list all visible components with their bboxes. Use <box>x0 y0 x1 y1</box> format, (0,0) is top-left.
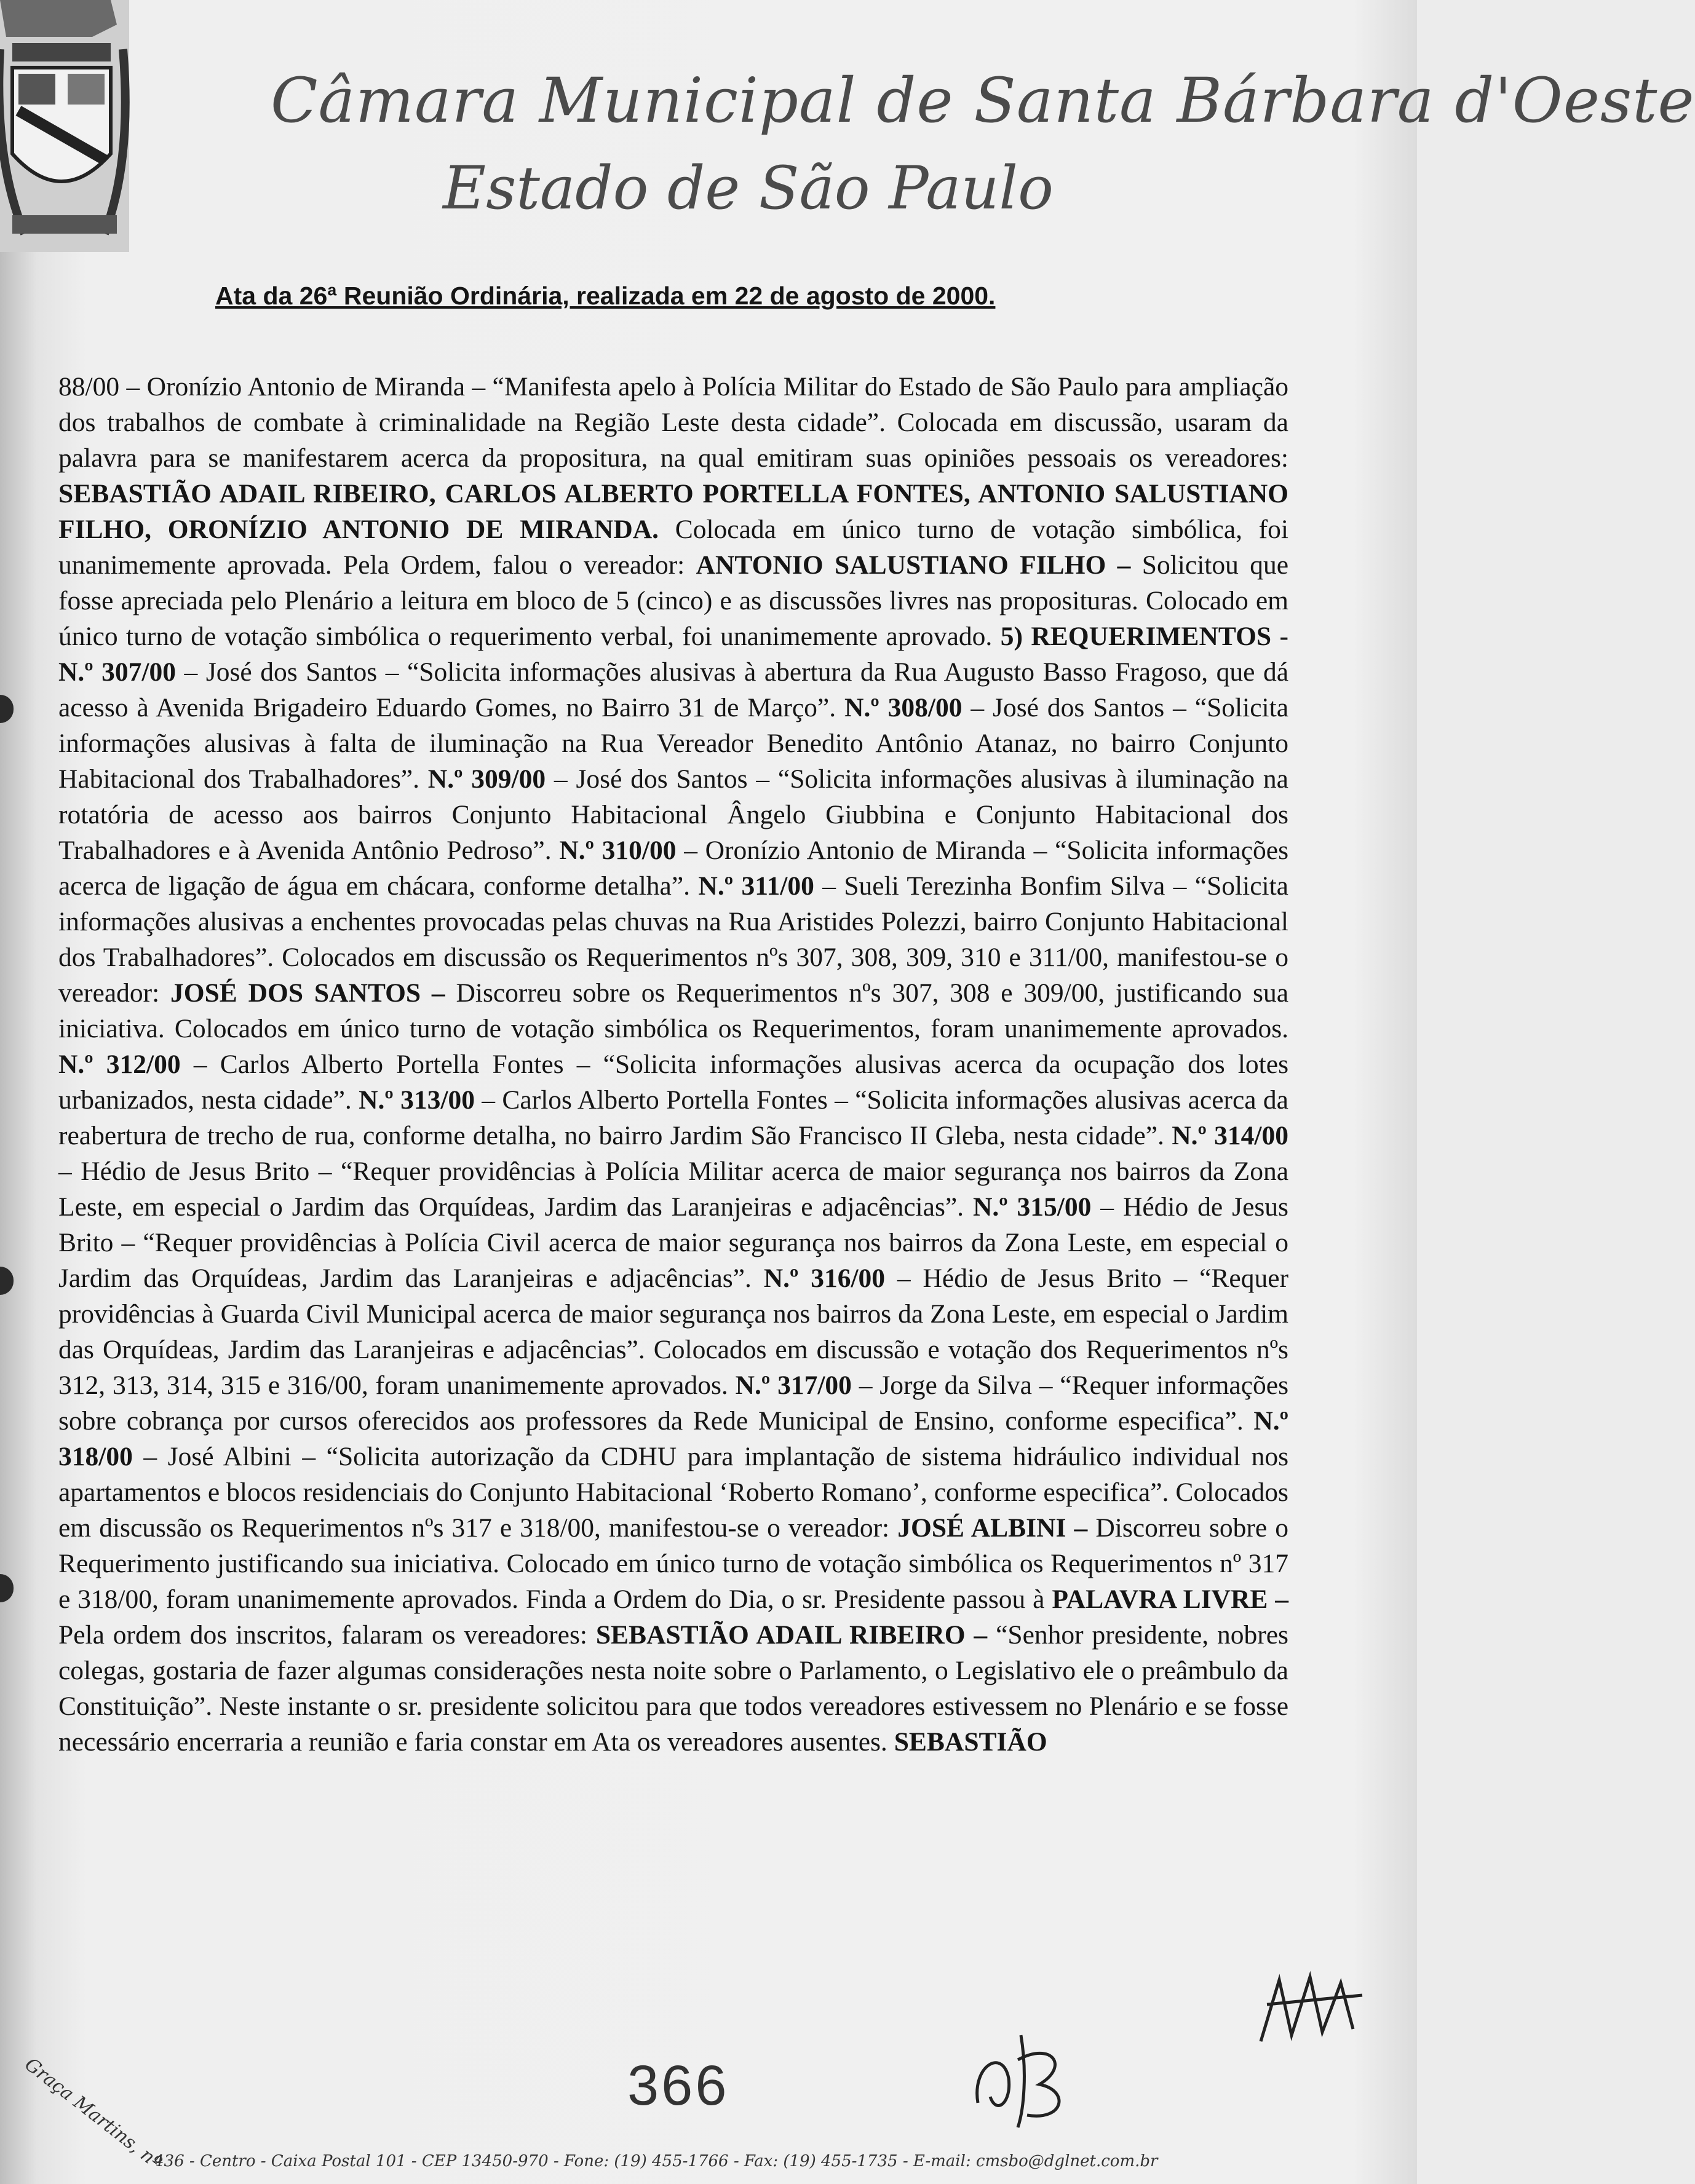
bold-run: N.º 310/00 <box>559 836 677 865</box>
footer-address-street: Graça Martins, nº <box>20 2054 166 2174</box>
text-run: – Sueli Terezinha Bonfim Silva – “Solicita informações alusivas a enchentes provocadas pelas chuvas na Rua Aristides Polezzi, bairro Conjunto Habitacional dos Trabalhadores”. Colocados em discussão os Requerimentos nºs 307, 308, 309, 310 e 311/00, manifestou-se o vereador: <box>58 871 1288 1008</box>
text-run: Solicitou que fosse apreciada pelo Plenário a leitura em bloco de 5 (cinco) e as discussões livres nas proposituras. Colocado em único turno de votação simbólica o requerimento verbal, foi unanimemente aprovado. <box>58 550 1288 651</box>
text-run: – José dos Santos – “Solicita informações alusivas à falta de iluminação na Rua Vereador Benedito Antônio Atanaz, no bairro Conjunto Habitacional dos Trabalhadores”. <box>58 693 1289 794</box>
bold-run: SEBASTIÃO ADAIL RIBEIRO, CARLOS ALBERTO PORTELLA FONTES, ANTONIO SALUSTIANO FILHO, ORONÍZIO ANTONIO DE MIRANDA. <box>58 479 1288 544</box>
text-run: Discorreu sobre os Requerimentos nºs 307, 308 e 309/00, justificando sua iniciativa. Colocados em único turno de votação simbólica os Requerimentos, foram unanimemente aprovados. <box>58 978 1288 1043</box>
header-chamber-name: Câmara Municipal de Santa Bárbara d'Oeste <box>271 65 1695 136</box>
text-run: – José dos Santos – “Solicita informações alusivas à iluminação na rotatória de acesso aos bairros Conjunto Habitacional Ângelo Giubbina e Conjunto Habitacional dos Trabalhadores e à Avenida Antônio Pedroso”. <box>58 764 1288 865</box>
text-run: – José dos Santos – “Solicita informações alusivas à abertura da Rua Augusto Basso Fragoso, que dá acesso à Avenida Brigadeiro Eduardo Gomes, no Bairro 31 de Março”. <box>58 657 1288 722</box>
bold-run: ANTONIO SALUSTIANO FILHO – <box>696 550 1131 580</box>
text-run: – Oronízio Antonio de Miranda – “Solicita informações acerca de ligação de água em chácara, conforme detalha”. <box>58 836 1288 901</box>
text-run: – Hédio de Jesus Brito – “Requer providências à Guarda Civil Municipal acerca de maior segurança nos bairros da Zona Leste, em especial o Jardim das Orquídeas, Jardim das Laranjeiras e adjacências”. Colocados em discussão e votação dos Requerimentos nºs 312, 313, 314, 315 e 316/00, foram unanimemente aprovados. <box>58 1264 1288 1400</box>
text-run: – Hédio de Jesus Brito – “Requer providências à Polícia Civil acerca de maior segurança nos bairros da Zona Leste, em especial o Jardim das Orquídeas, Jardim das Laranjeiras e adjacências”. <box>58 1192 1288 1293</box>
minutes-title: Ata da 26ª Reunião Ordinária, realizada em 22 de agosto de 2000. <box>215 282 996 310</box>
text-run: Pela ordem dos inscritos, falaram os vereadores: <box>58 1620 596 1650</box>
minutes-body <box>58 369 1288 1760</box>
bold-run: JOSÉ ALBINI – <box>897 1513 1088 1543</box>
bold-run: N.º 315/00 <box>972 1192 1092 1222</box>
text-run: – Carlos Alberto Portella Fontes – “Solicita informações alusivas acerca da ocupação dos lotes urbanizados, nesta cidade”. <box>58 1050 1289 1115</box>
bold-run: N.º 317/00 <box>735 1371 852 1400</box>
bold-run: N.º 312/00 <box>58 1050 181 1079</box>
binder-hole <box>0 695 14 723</box>
bold-run: SEBASTIÃO <box>894 1727 1047 1757</box>
page-number: 366 <box>627 2054 729 2117</box>
bold-run: N.º 316/00 <box>763 1264 886 1293</box>
minutes-paragraph <box>58 369 1288 1760</box>
text-run: – Carlos Alberto Portella Fontes – “Solicita informações alusivas acerca da reabertura de trecho de rua, conforme detalha, no bairro Jardim São Francisco II Gleba, nesta cidade”. <box>58 1085 1288 1150</box>
bold-run: N.º 311/00 <box>698 871 814 901</box>
bold-run: N.º 318/00 <box>58 1406 1288 1471</box>
handwritten-signature-rubric <box>1255 1968 1371 2048</box>
bold-run: PALAVRA LIVRE – <box>1052 1585 1288 1614</box>
header-state-name: Estado de São Paulo <box>443 154 1054 223</box>
binder-hole <box>0 1267 14 1295</box>
bold-run: N.º 308/00 <box>844 693 963 722</box>
text-run: Discorreu sobre o Requerimento justificando sua iniciativa. Colocado em único turno de votação simbólica os Requerimentos nº 317 e 318/00, foram unanimemente aprovados. Finda a Ordem do Dia, o sr. Presidente passou à <box>58 1513 1288 1614</box>
handwritten-signature-initials <box>959 2023 1082 2134</box>
text-run: – Jorge da Silva – “Requer informações sobre cobrança por cursos oferecidos aos professores da Rede Municipal de Ensino, conforme especifica”. <box>58 1371 1289 1436</box>
city-coat-of-arms <box>0 0 129 252</box>
footer-address-line: 436 - Centro - Caixa Postal 101 - CEP 13450-970 - Fone: (19) 455-1766 - Fax: (19) 455-1735 - E-mail: cmsbo@dglnet.com.br <box>154 2152 1158 2170</box>
binder-hole <box>0 1574 14 1602</box>
bold-run: N.º 313/00 <box>359 1085 475 1115</box>
text-run: 88/00 – Oronízio Antonio de Miranda – “Manifesta apelo à Polícia Militar do Estado de São Paulo para ampliação dos trabalhos de combate à criminalidade na Região Leste desta cidade”. Colocada em discussão, usaram da palavra para se manifestarem acerca da propositura, na qual emitiram suas opiniões pessoais os vereadores: <box>58 372 1288 473</box>
bold-run: SEBASTIÃO ADAIL RIBEIRO – <box>595 1620 988 1650</box>
bold-run: 5) REQUERIMENTOS - N.º 307/00 <box>58 622 1289 687</box>
text-run: “Senhor presidente, nobres colegas, gostaria de fazer algumas considerações nesta noite sobre o Parlamento, o Legislativo ele o preâmbulo da Constituição”. Neste instante o sr. presidente solicitou para que todos vereadores estivessem no Plenário e se fosse necessário encerraria a reunião e faria constar em Ata os vereadores ausentes. <box>58 1620 1288 1757</box>
bold-run: N.º 314/00 <box>1172 1121 1288 1150</box>
bold-run: JOSÉ DOS SANTOS – <box>170 978 445 1008</box>
bold-run: N.º 309/00 <box>427 764 546 794</box>
text-run: Colocada em único turno de votação simbólica, foi unanimemente aprovada. Pela Ordem, falou o vereador: <box>58 515 1288 580</box>
text-run: – Hédio de Jesus Brito – “Requer providências à Polícia Militar acerca de maior segurança nos bairros da Zona Leste, em especial o Jardim das Orquídeas, Jardim das Laranjeiras e adjacências”. <box>58 1157 1288 1222</box>
text-run: – José Albini – “Solicita autorização da CDHU para implantação de sistema hidráulico individual nos apartamentos e blocos residenciais do Conjunto Habitacional ‘Roberto Romano’, conforme especifica”. Colocados em discussão os Requerimentos nºs 317 e 318/00, manifestou-se o vereador: <box>58 1442 1288 1543</box>
